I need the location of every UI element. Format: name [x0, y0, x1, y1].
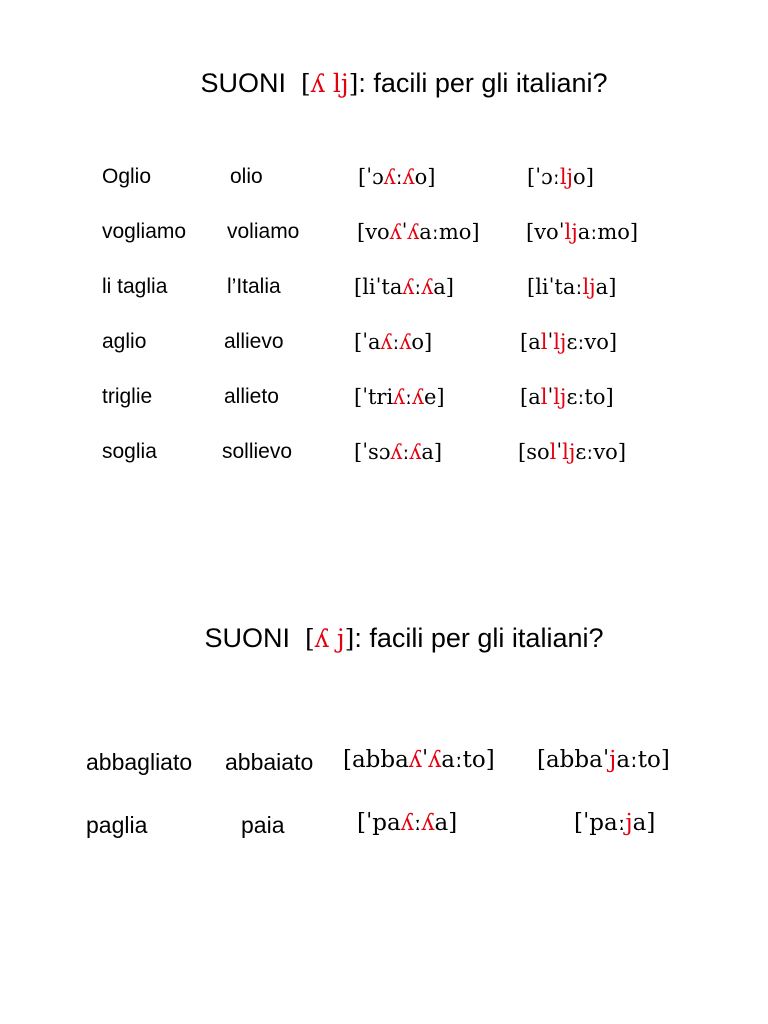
ipa-highlight: ʎ	[380, 330, 393, 354]
ipa-segment: a]	[433, 275, 454, 299]
ipa-highlight: lj	[562, 440, 576, 464]
word-contrast: olio	[230, 165, 263, 188]
ipa-segment: a]	[632, 810, 656, 836]
word-contrast: allieto	[224, 385, 279, 408]
ipa-segment: [ˈsɔ	[354, 440, 391, 464]
ipa-segment: [ˈɔː	[527, 165, 560, 189]
ipa-segment: a]	[434, 810, 458, 836]
section1-title	[0, 68, 768, 99]
word-contrast: l’Italia	[227, 275, 281, 298]
ipa-highlight: ʎ	[383, 165, 396, 189]
title-ipa-sounds: ʎ j	[314, 624, 345, 653]
ipa-highlight: lj	[564, 220, 578, 244]
ipa-segment: ː	[413, 810, 422, 836]
ipa-highlight: ʎ	[421, 810, 435, 836]
ipa-segment: ː	[392, 330, 400, 354]
ipa-transcription	[354, 440, 442, 464]
ipa-highlight: ʎ	[399, 330, 412, 354]
ipa-segment: o]	[411, 330, 433, 354]
ipa-highlight: l	[540, 385, 548, 409]
ipa-transcription	[354, 275, 454, 299]
ipa-highlight: ʎ	[409, 440, 422, 464]
ipa-transcription	[357, 810, 457, 836]
section2-title	[0, 623, 768, 654]
ipa-segment: [ˈpa	[357, 810, 401, 836]
ipa-segment: ː	[395, 165, 403, 189]
ipa-segment: a]	[421, 440, 443, 464]
word-contrast: sollievo	[222, 440, 293, 463]
ipa-highlight: lj	[582, 275, 596, 299]
ipa-segment: aːto]	[616, 747, 670, 773]
ipa-segment: [ˈpaː	[574, 810, 626, 836]
word-contrast: paia	[241, 812, 285, 838]
ipa-highlight: l	[540, 330, 548, 354]
ipa-highlight: ʎ	[400, 810, 414, 836]
ipa-highlight: ʎ	[407, 220, 420, 244]
ipa-segment: ː	[414, 275, 422, 299]
title-bracket-close: ]	[344, 624, 355, 653]
ipa-segment: [abba	[343, 747, 409, 773]
title-bracket-open: [	[301, 69, 311, 98]
ipa-segment: ː	[402, 440, 410, 464]
ipa-segment: [a	[520, 385, 541, 409]
ipa-segment: [ˈtri	[354, 385, 394, 409]
ipa-segment: ː	[405, 385, 413, 409]
ipa-transcription	[537, 747, 670, 773]
word-geminate: aglio	[102, 330, 147, 353]
ipa-highlight: j	[609, 747, 617, 773]
title-bracket-close: ]	[348, 69, 359, 98]
ipa-segment: ˈ	[547, 385, 554, 409]
ipa-segment: ɛːvo]	[566, 330, 618, 354]
ipa-highlight: ʎ	[412, 385, 424, 409]
word-contrast: abbaiato	[225, 749, 314, 775]
ipa-highlight: j	[625, 810, 633, 836]
ipa-segment: [ˈa	[354, 330, 381, 354]
ipa-highlight: lj	[553, 330, 567, 354]
ipa-transcription	[357, 220, 480, 244]
ipa-segment: [vo	[357, 220, 390, 244]
ipa-segment: ɛːto]	[566, 385, 614, 409]
title-suffix: : facili per gli italiani?	[354, 623, 604, 653]
ipa-highlight: ʎ	[428, 747, 442, 773]
ipa-highlight: ʎ	[393, 385, 406, 409]
word-geminate: vogliamo	[102, 220, 187, 243]
ipa-transcription	[527, 275, 616, 299]
ipa-segment: aːto]	[441, 747, 495, 773]
word-geminate: paglia	[86, 812, 148, 838]
ipa-segment: aːmo]	[419, 220, 480, 244]
title-prefix: SUONI	[200, 68, 302, 98]
ipa-segment: ˈ	[547, 330, 554, 354]
ipa-segment: [liˈta	[354, 275, 403, 299]
ipa-transcription	[520, 330, 617, 354]
word-geminate: triglie	[102, 385, 153, 408]
ipa-transcription	[526, 220, 638, 244]
ipa-transcription	[354, 330, 432, 354]
ipa-transcription	[527, 165, 594, 189]
ipa-segment: [a	[520, 330, 541, 354]
ipa-highlight: ʎ	[389, 220, 402, 244]
word-geminate: soglia	[102, 440, 157, 463]
word-geminate: li taglia	[102, 275, 168, 298]
ipa-segment: aːmo]	[577, 220, 639, 244]
ipa-transcription	[354, 385, 445, 409]
ipa-segment: ˈ	[401, 220, 408, 244]
title-prefix: SUONI	[204, 623, 306, 653]
ipa-segment: [liˈtaː	[527, 275, 583, 299]
ipa-segment: [ˈɔ	[358, 165, 384, 189]
ipa-highlight: ʎ	[402, 165, 415, 189]
title-bracket-open: [	[305, 624, 315, 653]
ipa-highlight: ʎ	[408, 747, 422, 773]
ipa-highlight: l	[549, 440, 557, 464]
ipa-segment: e]	[424, 385, 445, 409]
ipa-transcription	[574, 810, 655, 836]
ipa-highlight: lj	[553, 385, 567, 409]
ipa-segment: ˈ	[556, 440, 563, 464]
ipa-highlight: ʎ	[402, 275, 415, 299]
title-ipa-sounds: ʎ lj	[310, 69, 349, 98]
ipa-segment: a]	[595, 275, 617, 299]
word-geminate: abbagliato	[86, 749, 193, 775]
word-contrast: voliamo	[227, 220, 300, 243]
word-geminate: Oglio	[102, 165, 152, 188]
ipa-segment: o]	[573, 165, 594, 189]
ipa-segment: ɛːvo]	[575, 440, 627, 464]
ipa-highlight: ʎ	[390, 440, 403, 464]
word-contrast: allievo	[224, 330, 284, 353]
ipa-segment: o]	[414, 165, 436, 189]
ipa-transcription	[343, 747, 495, 773]
ipa-highlight: lj	[559, 165, 574, 189]
ipa-segment: [voˈ	[526, 220, 565, 244]
title-suffix: : facili per gli italiani?	[358, 68, 608, 98]
ipa-segment: [so	[518, 440, 550, 464]
ipa-highlight: ʎ	[421, 275, 434, 299]
ipa-segment: [abbaˈ	[537, 747, 610, 773]
ipa-transcription	[358, 165, 435, 189]
ipa-transcription	[518, 440, 626, 464]
ipa-segment: ˈ	[421, 747, 429, 773]
ipa-transcription	[520, 385, 614, 409]
